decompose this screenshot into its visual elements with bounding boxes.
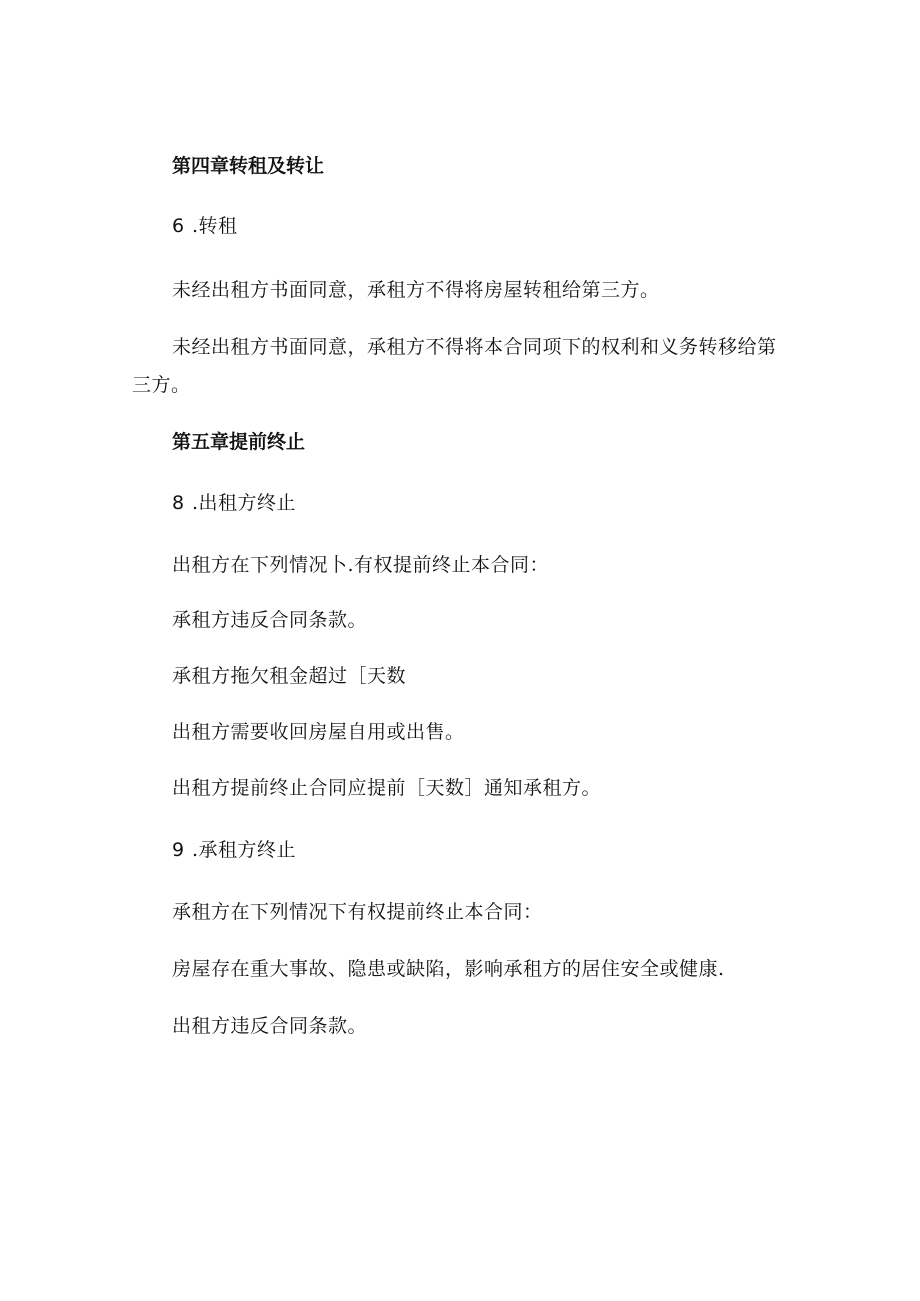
clause-9-title: .承租方终止 bbox=[192, 839, 297, 861]
clause-8-title: .出租方终止 bbox=[192, 492, 297, 514]
clause-6-paragraph-2: 未经出租方书面同意，承租方不得将本合同项下的权利和义务转移给第三方。 bbox=[132, 336, 777, 396]
clause-8-paragraph-2: 承租方违反合同条款。 bbox=[172, 609, 368, 631]
clause-8-paragraph-1: 出租方在下列情况卜.有权提前终止本合同： bbox=[172, 554, 550, 576]
clause-9-heading bbox=[172, 836, 296, 864]
clause-9-number: 9 bbox=[172, 839, 185, 861]
clause-9-paragraph-3: 出租方违反合同条款。 bbox=[172, 1015, 368, 1037]
clause-8-paragraph-5: 出租方提前终止合同应提前［天数］通知承租方。 bbox=[172, 777, 602, 799]
clause-8-paragraph-4: 出租方需要收回房屋自用或出售。 bbox=[172, 721, 465, 743]
clause-6-title: .转租 bbox=[192, 215, 238, 237]
clause-9-paragraph-1: 承租方在下列情况下有权提前终止本合同： bbox=[172, 901, 543, 923]
clause-8-heading bbox=[172, 489, 296, 517]
clause-6-number: 6 bbox=[172, 215, 185, 237]
chapter-4-heading: 第四章转租及转让 bbox=[172, 155, 325, 177]
clause-6-paragraph-1: 未经出租方书面同意，承租方不得将房屋转租给第三方。 bbox=[172, 279, 660, 301]
clause-6-heading bbox=[172, 212, 238, 240]
chapter-5-heading: 第五章提前终止 bbox=[172, 431, 306, 453]
clause-8-paragraph-3: 承租方拖欠租金超过［天数 bbox=[172, 665, 407, 687]
clause-9-paragraph-2: 房屋存在重大事故、隐患或缺陷，影响承租方的居住安全或健康. bbox=[172, 958, 725, 980]
clause-8-number: 8 bbox=[172, 492, 185, 514]
